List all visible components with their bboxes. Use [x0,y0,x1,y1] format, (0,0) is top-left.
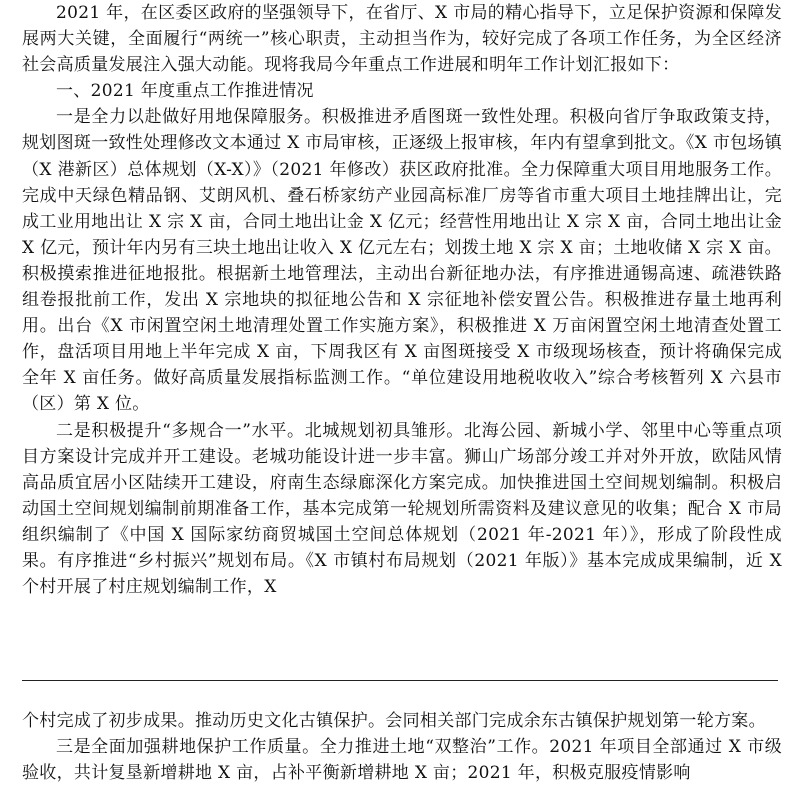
paragraph-continuation: 个村完成了初步成果。推动历史文化古镇保护。会同相关部门完成余东古镇保护规划第一轮方案。 [22,711,766,731]
document-page-2 [22,708,782,786]
page-divider-line [22,680,778,681]
section-heading: 一、2021 年度重点工作推进情况 [56,81,314,102]
document-page-1 [22,0,782,600]
paragraph-multi-plan-integration: 二是积极提升“多规合一”水平。北城规划初具雏形。北海公园、新城小学、邻里中心等重点项目方案设计完成并开工建设。老城功能设计进一步丰富。狮山广场部分竣工并对外开放，欧陆风情高品质宜居小区陆续开工建设，府南生态绿廊深化方案完成。加快推进国土空间规划编制。积极启动国土空间规划编制前期准备工作，基本完成第一轮规划所需资料及建议意见的收集；配合 X 市局组织编制了《中国 X 国际家纺商贸城国土空间总体规划（2021 年-2021 年）》，形成了阶段性成果。有序推进“乡村振兴”规划布局。《X 市镇村布局规划（2021 年版）》基本完成成果编制，近 X 个村开展了村庄规划编制工作，X [22,420,782,598]
paragraph-land-use-guarantee: 一是全力以赴做好用地保障服务。积极推进矛盾图斑一致性处理。积极向省厅争取政策支持，规划图斑一致性处理修改文本通过 X 市局审核，正逐级上报审核，年内有望拿到批文。《X 市包场镇（X 港新区）总体规划（X-X）》（2021 年修改）获区政府批准。全力保障重大项目用地服务工作。完成中天绿色精品钢、艾朗风机、叠石桥家纺产业园高标准厂房等省市重大项目土地挂牌出让，完成工业用地出让 X 宗 X 亩，合同土地出让金 X 亿元；经营性用地出让 X 宗 X 亩，合同土地出让金 X 亿元，预计年内另有三块土地出让收入 X 亿元左右；划拨土地 X 宗 X 亩；土地收储 X 宗 X 亩。积极摸索推进征地报批。根据新土地管理法，主动出台新征地办法，有序推进通锡高速、疏港铁路组卷报批前工作，发出 X 宗地块的拟征地公告和 X 宗征地补偿安置公告。积极推进存量土地再利用。出台《X 市闲置空闲土地清理处置工作实施方案》，积极推进 X 万亩闲置空闲土地清查处置工作，盘活项目用地上半年完成 X 亩，下周我区有 X 亩图斑接受 X 市级现场核查，预计将确保完成全年 X 亩任务。做好高质量发展指标监测工作。“单位建设用地税收收入”综合考核暂列 X 六县市（区）第 X 位。 [22,107,783,415]
paragraph-farmland-protection: 三是全面加强耕地保护工作质量。全力推进土地“双整治”工作。2021 年项目全部通过 X 市级验收，共计复垦新增耕地 X 亩，占补平衡新增耕地 X 亩；2021 年，积极克服疫情影响 [22,737,782,784]
page-break-gap [0,672,800,708]
intro-paragraph: 2021 年，在区委区政府的坚强领导下，在省厅、X 市局的精心指导下，立足保护资源和保障发展两大关键，全面履行“两统一”核心职责，主动担当作为，较好完成了各项工作任务，为全区经济社会高质量发展注入强大动能。现将我局今年重点工作进展和明年工作计划汇报如下： [22,3,782,76]
